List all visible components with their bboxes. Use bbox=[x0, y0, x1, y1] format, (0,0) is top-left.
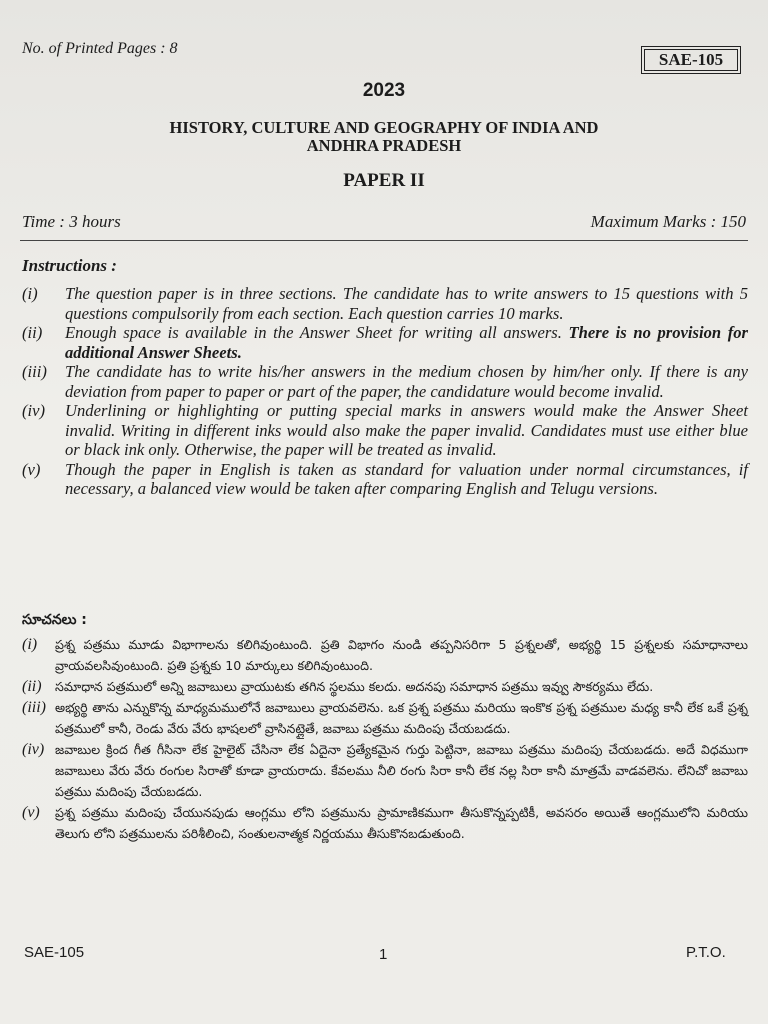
instruction-bold-text: There is no provision for additional Answer Sheets. bbox=[65, 323, 748, 362]
instruction-number: (i) bbox=[22, 636, 38, 653]
time-allowed: Time : 3 hours bbox=[22, 212, 121, 231]
instruction-item bbox=[22, 460, 748, 499]
english-instructions-list bbox=[22, 284, 748, 499]
telugu-instructions-heading: సూచనలు : bbox=[22, 612, 87, 628]
instruction-item bbox=[22, 323, 748, 362]
code-box-inner-border bbox=[644, 49, 738, 71]
page-number: 1 bbox=[379, 946, 388, 963]
instruction-text-wrapper bbox=[65, 323, 748, 362]
telugu-instruction-item bbox=[22, 802, 748, 844]
instruction-number: (i) bbox=[22, 284, 38, 303]
exam-year: 2023 bbox=[362, 80, 406, 101]
instruction-number: (v) bbox=[22, 804, 40, 821]
instruction-text: The candidate has to write his/her answers in the medium chosen by him/her only. If there is any deviation from paper to paper or part of the paper, the candidature would become invalid. bbox=[65, 362, 748, 401]
printed-pages-note: No. of Printed Pages : 8 bbox=[22, 40, 178, 57]
instruction-item bbox=[22, 284, 748, 323]
telugu-instruction-text: జవాబుల క్రింద గీత గీసినా లేక హైలైట్ చేసినా లేక ఏదైనా ప్రత్యేకమైన గుర్తు పెట్టినా, జవాబు పత్రము మదింపు చేయబడదు. అదే విధముగా జవాబులు వేరు వేరు రంగుల సిరాతో కూడా వ్రాయరాదు. కేవలము నీలి రంగు సిరా కానీ లేక నల్ల సిరా కానీ మాత్రమే వాడవలెను. లేనిచో జవాబు పత్రము మదింపు చేయబడదు. bbox=[55, 742, 748, 799]
paper-code-box bbox=[641, 46, 741, 74]
header-divider bbox=[20, 240, 748, 241]
instruction-item bbox=[22, 401, 748, 460]
maximum-marks: Maximum Marks : 150 bbox=[590, 212, 746, 231]
instruction-number: (ii) bbox=[22, 678, 42, 695]
paper-number: PAPER II bbox=[343, 170, 425, 191]
paper-title-line1: HISTORY, CULTURE AND GEOGRAPHY OF INDIA AND bbox=[169, 118, 599, 137]
instruction-number: (iii) bbox=[22, 362, 47, 381]
instructions-heading: Instructions : bbox=[22, 256, 117, 275]
telugu-instruction-text: ప్రశ్న పత్రము మూడు విభాగాలను కలిగివుంటుంది. ప్రతి విభాగం నుండి తప్పనిసరిగా 5 ప్రశ్నలతో, అభ్యర్థి 15 ప్రశ్నలకు సమాధానాలు వ్రాయవలసివుంటుంది. ప్రతి ప్రశ్నకు 10 మార్కులు కలిగివుంటుంది. bbox=[55, 637, 748, 673]
instruction-text: Though the paper in English is taken as standard for valuation under normal circumstances, if necessary, a balanced view would be taken after comparing English and Telugu versions. bbox=[65, 459, 748, 498]
telugu-instruction-text: సమాధాన పత్రములో అన్ని జవాబులు వ్రాయుటకు తగిన స్థలము కలదు. అదనపు సమాధాన పత్రము ఇవ్వు సౌకర్యము లేదు. bbox=[55, 679, 654, 694]
telugu-instruction-item bbox=[22, 739, 748, 802]
instruction-number: (v) bbox=[22, 459, 41, 479]
instruction-item bbox=[22, 362, 748, 401]
paper-code: SAE-105 bbox=[658, 50, 724, 69]
footer-paper-code: SAE-105 bbox=[24, 944, 85, 961]
telugu-instruction-item bbox=[22, 676, 748, 697]
telugu-instruction-item bbox=[22, 634, 748, 676]
instruction-text: Enough space is available in the Answer Sheet for writing all answers. bbox=[65, 323, 562, 342]
telugu-instruction-text: అభ్యర్థి తాను ఎన్నుకొన్న మాధ్యమములోనే జవాబులు వ్రాయవలెను. ఒక ప్రశ్న పత్రము మరియు ఇంకొక ప్రశ్న పత్రముల మధ్య కానీ లేక ఒకే ప్రశ్న పత్రములో కానీ, రెండు వేరు వేరు భాషలలో వ్రాసినట్లైతే, జవాబు పత్రము మదింపు చేయబడదు. bbox=[55, 700, 748, 736]
telugu-instruction-item bbox=[22, 697, 748, 739]
instruction-text: The question paper is in three sections. The candidate has to write answers to 15 questions with 5 questions compulsorily from each section. Each question carries 10 marks. bbox=[65, 284, 748, 323]
paper-title-line2: ANDHRA PRADESH bbox=[306, 136, 462, 155]
telugu-instruction-text: ప్రశ్న పత్రము మదింపు చేయునపుడు ఆంగ్లము లోని పత్రమును ప్రామాణికముగా తీసుకొన్నప్పటికీ, అవసరం అయితే ఆంగ్లములోని మరియు తెలుగు లోని పత్రములను పరిశీలించి, సంతులనాత్మక నిర్ణయము తీసుకొనబడుతుంది. bbox=[55, 805, 748, 841]
instruction-number: (iv) bbox=[22, 401, 46, 420]
instruction-number: (iv) bbox=[22, 741, 45, 758]
telugu-instructions-list bbox=[22, 634, 748, 844]
please-turn-over: P.T.O. bbox=[686, 944, 726, 961]
instruction-number: (ii) bbox=[22, 323, 43, 342]
instruction-number: (iii) bbox=[22, 699, 46, 716]
time-marks-row bbox=[22, 212, 746, 232]
instruction-text: Underlining or highlighting or putting special marks in answers would make the Answer Sheet invalid. Writing in different inks would also make the paper invalid. Candidates must use either blue or black ink only. Otherwise, the paper will be treated as invalid. bbox=[65, 401, 748, 459]
